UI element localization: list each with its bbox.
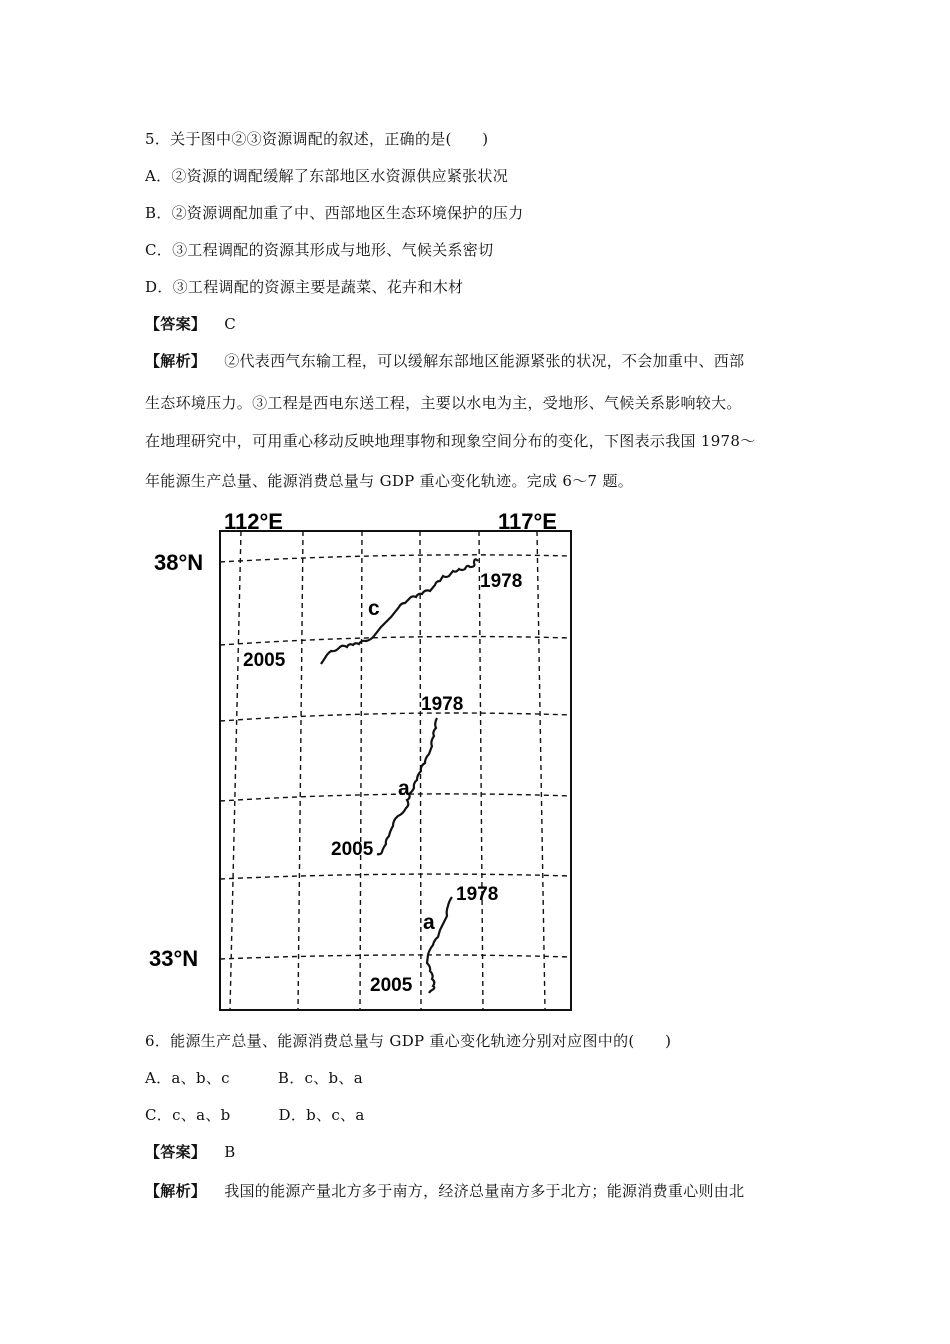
q6-options-row-1	[145, 1067, 363, 1088]
track-c-end-label: 2005	[243, 650, 286, 671]
q6-option-d: D．b、c、a	[278, 1106, 365, 1124]
intro-line-2: 年能源生产总量、能源消费总量与 GDP 重心变化轨迹。完成 6～7 题。	[145, 472, 634, 490]
answer-tag: 【答案】	[145, 1143, 207, 1161]
track-a-label: a	[423, 911, 435, 934]
lon-label-117: 117°E	[498, 509, 557, 534]
q6-options-row-2	[145, 1104, 365, 1125]
track-a-start-label: 1978	[456, 884, 499, 905]
analysis-tag: 【解析】	[145, 1182, 207, 1200]
q5-analysis-line-2: 生态环境压力。③工程是西电东送工程，主要以水电为主，受地形、气候关系影响较大。	[145, 394, 742, 412]
track-b-label: a	[398, 777, 410, 800]
answer-value: B	[224, 1143, 236, 1161]
q6-stem: 6．能源生产总量、能源消费总量与 GDP 重心变化轨迹分别对应图中的( )	[145, 1032, 672, 1050]
analysis-text: 我国的能源产量北方多于南方，经济总量南方多于北方；能源消费重心则由北	[224, 1182, 745, 1200]
q6-analysis-line-1	[145, 1180, 744, 1201]
analysis-text: ②代表西气东输工程，可以缓解东部地区能源紧张的状况，不会加重中、西部	[224, 352, 745, 370]
q5-option-c: C．③工程调配的资源其形成与地形、气候关系密切	[145, 241, 494, 259]
lat-label-33: 33°N	[149, 946, 199, 971]
track-c-label: c	[368, 597, 380, 620]
q6-option-a: A．a、b、c	[145, 1069, 230, 1087]
track-b-start-label: 1978	[421, 694, 464, 715]
intro-line-1: 在地理研究中，可用重心移动反映地理事物和现象空间分布的变化，下图表示我国 1978～	[145, 432, 756, 450]
q5-answer	[145, 313, 236, 334]
answer-tag: 【答案】	[145, 315, 207, 333]
q5-option-b: B．②资源调配加重了中、西部地区生态环境保护的压力	[145, 204, 524, 222]
q5-analysis-line-1	[145, 350, 744, 371]
q6-answer	[145, 1141, 236, 1162]
lat-label-38: 38°N	[154, 550, 204, 575]
q6-option-c: C．c、a、b	[145, 1106, 231, 1124]
q6-option-b: B．c、b、a	[277, 1069, 363, 1087]
track-b-end-label: 2005	[331, 839, 374, 860]
track-a-end-label: 2005	[370, 975, 413, 996]
answer-value: C	[224, 315, 236, 333]
analysis-tag: 【解析】	[145, 352, 207, 370]
track-c-start-label: 1978	[480, 571, 523, 592]
q5-option-d: D．③工程调配的资源主要是蔬菜、花卉和木材	[145, 278, 464, 296]
q5-option-a: A．②资源的调配缓解了东部地区水资源供应紧张状况	[145, 167, 509, 185]
q5-stem: 5．关于图中②③资源调配的叙述，正确的是( )	[145, 130, 489, 148]
energy-centroid-map	[140, 505, 580, 1015]
lon-label-112: 112°E	[224, 509, 283, 534]
map-frame	[220, 531, 571, 1010]
